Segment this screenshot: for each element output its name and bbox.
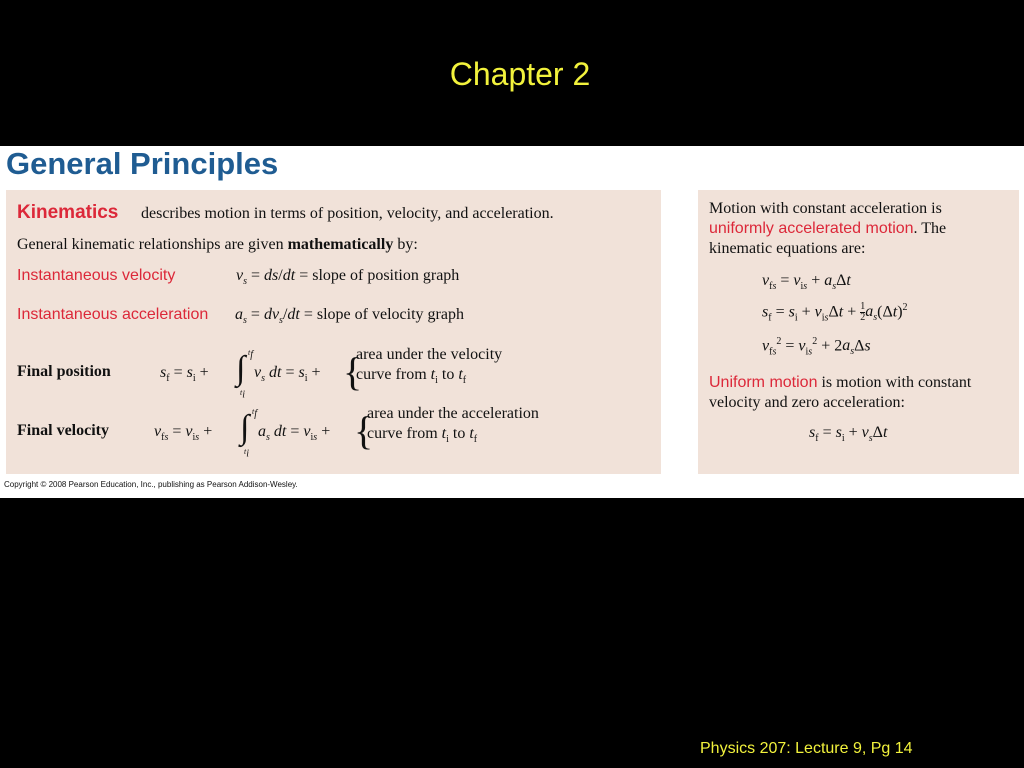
uniform-motion-line-1-tail: is motion with constant: [817, 374, 972, 391]
figure-title: General Principles: [6, 146, 279, 181]
intro-line-2: [709, 220, 946, 238]
kinematics-heading: Kinematics: [17, 202, 119, 223]
kinematics-panel: [6, 190, 661, 474]
kinematic-equation-position: $s_f = s_i + v_{is}\Delta t$ + $\frac{1}{2}$ $a_s(\Delta t)^2$: [762, 301, 908, 324]
uniformly-accelerated-motion-term: uniformly accelerated motion: [709, 220, 914, 237]
intro-line-2-tail: . The: [913, 220, 947, 237]
general-text-bold: mathematically: [287, 236, 394, 253]
kinematics-description: describes motion in terms of position, velocity, and acceleration.: [141, 205, 554, 222]
slide-footer: Physics 207: Lecture 9, Pg 14: [700, 740, 913, 757]
final-velocity-brace-line-2: curve from: [367, 425, 442, 442]
constant-acceleration-panel: [698, 190, 1019, 474]
intro-line-3: kinematic equations are:: [709, 240, 866, 257]
final-position-brace-line-1: area under the velocity: [356, 346, 503, 363]
general-text-post: by:: [393, 236, 418, 253]
final-position-equation: $s_f = s_i$ + ∫ $t_f$ $t_i$ $v_s$ dt = $s_i$ + { area under the velocity curve from $t_i$ to $t_f$: [160, 346, 503, 401]
final-velocity-equation: $v_{fs} = v_{is}$ + ∫ $t_f$ $t_i$ $a_s$ dt = $v_{is}$ + { area under the acceleration curve from $t_i$ to $t_f$: [154, 405, 539, 460]
kinematic-equation-velocity: $v_{fs} = v_{is} + a_s\Delta t$: [762, 272, 851, 293]
general-text-pre: General kinematic relationships are given: [17, 236, 288, 253]
final-velocity-label: Final velocity: [17, 422, 109, 439]
final-velocity-brace-line-1: area under the acceleration: [367, 405, 539, 422]
instantaneous-acceleration-equation: $a_s = dv_s/dt$ = slope of velocity graph: [235, 306, 464, 327]
general-principles-figure: [0, 146, 1024, 498]
kinematic-equation-velocity-squared: $v_{fs}^2 = v_{is}^2 + 2a_s\Delta s$: [762, 336, 871, 358]
uniform-motion-line-2: velocity and zero acceleration:: [709, 394, 905, 411]
uniform-motion-line-1: [709, 374, 971, 392]
instantaneous-velocity-label: Instantaneous velocity: [17, 267, 176, 284]
instantaneous-velocity-tail: = slope of position graph: [295, 267, 460, 284]
final-position-label: Final position: [17, 363, 111, 380]
final-position-brace-line-2: curve from: [356, 366, 431, 383]
slide-title: Chapter 2: [449, 56, 591, 92]
instantaneous-acceleration-tail: = slope of velocity graph: [299, 306, 464, 323]
copyright-notice: Copyright © 2008 Pearson Education, Inc., publishing as Pearson Addison-Wesley.: [4, 480, 298, 489]
uniform-motion-term: Uniform motion: [709, 374, 818, 391]
intro-line-1: Motion with constant acceleration is: [709, 200, 942, 217]
general-relationships-text: [17, 236, 418, 254]
instantaneous-velocity-equation: $v_s = ds/dt$ = slope of position graph: [236, 267, 460, 288]
uniform-motion-equation: $s_f = s_i + v_s\Delta t$: [809, 424, 888, 445]
instantaneous-acceleration-label: Instantaneous acceleration: [17, 306, 209, 323]
